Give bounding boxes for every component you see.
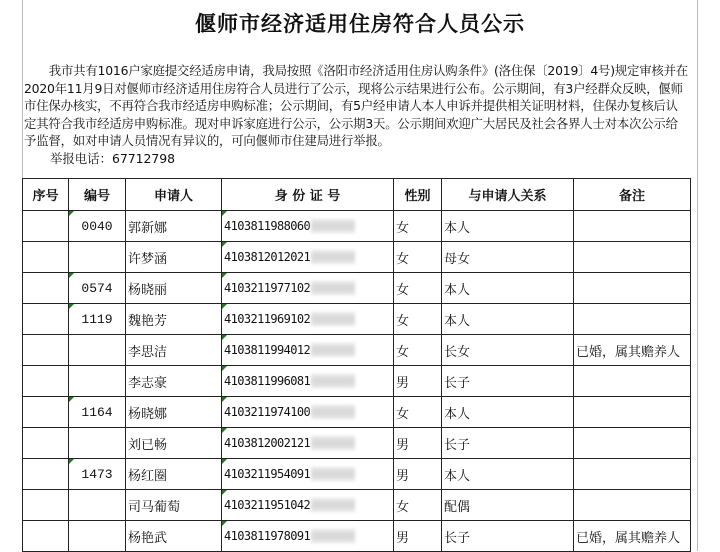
sex-cell-text: 女 (396, 313, 410, 329)
table-row (23, 242, 691, 273)
table-header-row (23, 179, 691, 211)
hotline-text: 举报电话：67712798 (50, 151, 176, 166)
relation-cell (442, 211, 574, 242)
code-cell (69, 459, 126, 490)
table-row (23, 273, 691, 304)
note-cell (574, 459, 691, 490)
applicant-cell-text: 刘已畅 (128, 437, 168, 453)
text-number-marker-icon (222, 335, 227, 340)
sex-cell (394, 366, 442, 397)
code-cell (69, 366, 126, 397)
text-number-marker-icon (222, 242, 227, 247)
page-title: 偃师市经济适用住房符合人员公示 (195, 11, 525, 36)
sex-cell-text: 女 (396, 344, 410, 360)
relation-cell-text: 长子 (444, 437, 471, 453)
code-cell-text: 1119 (81, 311, 113, 327)
applicant-cell (126, 335, 222, 366)
sex-cell-text: 女 (396, 220, 410, 236)
id-number-cell-text: 4103811988060 (224, 218, 311, 233)
table-row (23, 521, 691, 552)
seq-cell (23, 273, 69, 304)
note-cell (574, 304, 691, 335)
note-cell (574, 366, 691, 397)
sex-cell (394, 459, 442, 490)
relation-cell-text: 本人 (444, 282, 471, 298)
code-cell (69, 304, 126, 335)
applicant-cell (126, 304, 222, 335)
redaction-blur (311, 343, 355, 357)
relation-cell (442, 242, 574, 273)
id-number-cell-text: 4103211977102 (224, 280, 311, 295)
id-number-cell-text: 4103211974100 (224, 404, 311, 419)
redaction-blur (311, 467, 355, 481)
table-row (23, 428, 691, 459)
id-number-cell-text: 4103812012021 (224, 249, 311, 264)
id-number-cell (222, 335, 394, 366)
sex-cell-text: 女 (396, 406, 410, 422)
sex-cell (394, 242, 442, 273)
text-number-marker-icon (69, 397, 74, 402)
table-row (23, 397, 691, 428)
seq-cell (23, 335, 69, 366)
id-number-cell (222, 428, 394, 459)
relation-cell (442, 428, 574, 459)
note-cell (574, 428, 691, 459)
note-cell (574, 242, 691, 273)
code-cell (69, 428, 126, 459)
sex-cell-text: 女 (396, 499, 410, 515)
header-relation: 与申请人关系 (442, 179, 574, 211)
code-cell (69, 211, 126, 242)
header-id-number: 身 份 证 号 (222, 179, 394, 211)
sex-cell-text: 男 (396, 437, 410, 453)
id-number-cell (222, 521, 394, 552)
applicant-cell-text: 李思洁 (128, 344, 168, 360)
relation-cell (442, 304, 574, 335)
code-cell (69, 397, 126, 428)
seq-cell (23, 521, 69, 552)
text-number-marker-icon (222, 273, 227, 278)
code-cell-text: 1164 (81, 404, 113, 420)
seq-cell (23, 366, 69, 397)
id-number-cell-text: 4103811978091 (224, 528, 311, 543)
applicant-cell-text: 杨晓娜 (128, 406, 168, 422)
sex-cell (394, 521, 442, 552)
redaction-blur (311, 529, 355, 543)
id-number-cell (222, 273, 394, 304)
text-number-marker-icon (222, 459, 227, 464)
table-row (23, 490, 691, 521)
code-cell (69, 521, 126, 552)
note-cell (574, 211, 691, 242)
id-number-cell (222, 459, 394, 490)
id-number-cell (222, 397, 394, 428)
text-number-marker-icon (222, 211, 227, 216)
applicant-cell-text: 司马葡萄 (128, 499, 181, 515)
applicant-cell (126, 273, 222, 304)
id-number-cell-text: 4103211969102 (224, 311, 311, 326)
relation-cell (442, 490, 574, 521)
note-cell (574, 490, 691, 521)
seq-cell (23, 211, 69, 242)
text-number-marker-icon (222, 366, 227, 371)
seq-cell (23, 459, 69, 490)
seq-cell (23, 490, 69, 521)
applicant-cell-text: 杨晓丽 (128, 282, 168, 298)
id-number-cell (222, 366, 394, 397)
text-number-marker-icon (69, 273, 74, 278)
redaction-blur (311, 405, 355, 419)
applicant-cell (126, 242, 222, 273)
table-row (23, 366, 691, 397)
sex-cell (394, 211, 442, 242)
relation-cell-text: 长子 (444, 530, 471, 546)
seq-cell (23, 242, 69, 273)
id-number-cell (222, 490, 394, 521)
sex-cell (394, 304, 442, 335)
relation-cell-text: 长子 (444, 375, 471, 391)
header-sex: 性别 (394, 179, 442, 211)
note-cell (574, 397, 691, 428)
relation-cell (442, 521, 574, 552)
text-number-marker-icon (222, 304, 227, 309)
id-number-cell-text: 4103211954091 (224, 466, 311, 481)
text-number-marker-icon (222, 490, 227, 495)
relation-cell (442, 366, 574, 397)
sex-cell-text: 男 (396, 375, 410, 391)
sex-cell-text: 男 (396, 468, 410, 484)
note-cell (574, 335, 691, 366)
id-number-cell-text: 4103811996081 (224, 373, 311, 388)
applicant-cell (126, 521, 222, 552)
applicant-cell-text: 杨艳武 (128, 530, 168, 546)
applicant-cell-text: 杨红圈 (128, 468, 168, 484)
table-row (23, 304, 691, 335)
relation-cell-text: 长女 (444, 344, 471, 360)
redaction-blur (311, 498, 355, 512)
sex-cell (394, 335, 442, 366)
header-note: 备注 (574, 179, 691, 211)
relation-cell-text: 本人 (444, 406, 471, 422)
text-number-marker-icon (222, 428, 227, 433)
header-code: 编号 (69, 179, 126, 211)
note-cell-text: 已婚，属其赡养人 (576, 530, 681, 546)
seq-cell (23, 428, 69, 459)
applicant-cell-text: 魏艳芳 (128, 313, 168, 329)
applicant-cell-text: 许梦涵 (128, 251, 168, 267)
code-cell-text: 1473 (81, 466, 113, 482)
id-number-cell (222, 242, 394, 273)
note-cell (574, 521, 691, 552)
id-number-cell-text: 4103211951042 (224, 497, 311, 512)
relation-cell-text: 配偶 (444, 499, 471, 515)
applicant-cell (126, 397, 222, 428)
text-number-marker-icon (222, 521, 227, 526)
sex-cell-text: 女 (396, 282, 410, 298)
relation-cell-text: 本人 (444, 468, 471, 484)
table-row (23, 211, 691, 242)
applicant-cell-text: 李志豪 (128, 375, 168, 391)
seq-cell (23, 397, 69, 428)
code-cell (69, 242, 126, 273)
relation-cell (442, 397, 574, 428)
applicant-cell (126, 211, 222, 242)
applicants-table (22, 178, 691, 552)
code-cell (69, 335, 126, 366)
redaction-blur (311, 436, 355, 450)
applicant-cell (126, 366, 222, 397)
id-number-cell-text: 4103812002121 (224, 435, 311, 450)
applicant-cell-text: 郭新娜 (128, 220, 168, 236)
redaction-blur (311, 281, 355, 295)
relation-cell-text: 本人 (444, 220, 471, 236)
redaction-blur (311, 374, 355, 388)
seq-cell (23, 304, 69, 335)
redaction-blur (311, 250, 355, 264)
text-number-marker-icon (69, 211, 74, 216)
relation-cell (442, 335, 574, 366)
id-number-cell-text: 4103811994012 (224, 342, 311, 357)
sex-cell-text: 女 (396, 251, 410, 267)
applicant-cell (126, 490, 222, 521)
sex-cell (394, 428, 442, 459)
sex-cell (394, 397, 442, 428)
note-cell (574, 273, 691, 304)
applicant-cell (126, 428, 222, 459)
id-number-cell (222, 304, 394, 335)
relation-cell-text: 本人 (444, 313, 471, 329)
id-number-cell (222, 211, 394, 242)
text-number-marker-icon (222, 397, 227, 402)
relation-cell (442, 273, 574, 304)
sex-cell (394, 490, 442, 521)
code-cell (69, 273, 126, 304)
table-row (23, 335, 691, 366)
code-cell-text: 0040 (81, 218, 113, 234)
note-cell-text: 已婚，属其赡养人 (576, 344, 681, 360)
header-seq: 序号 (23, 179, 69, 211)
intro-paragraph: 我市共有1016户家庭提交经适房申请，我局按照《洛阳市经济适用住房认购条件》(洛住保〔2019〕4号)规定审核并在2020年11月9日对偃师市经济适用住房符合人员进行了公示，现将公示结果进行公布。公示期间，有3户经群众反映，偃师市住保办核实，不再符合我市经适房申购标准；公示期间，有5户经申请人本人申诉并提供相关证明材料，住保办复核后认定其符合我市经适房申购标准。现对申诉家庭进行公示，公示期3天。公示期间欢迎广大居民及社会各界人士对本次公示给予监督，如对申请人员情况有异议的，可向偃师市住建局进行举报。 (24, 63, 688, 149)
header-applicant: 申请人 (126, 179, 222, 211)
code-cell-text: 0574 (81, 280, 113, 296)
redaction-blur (311, 219, 355, 233)
code-cell (69, 490, 126, 521)
applicant-cell (126, 459, 222, 490)
table-row (23, 459, 691, 490)
relation-cell-text: 母女 (444, 251, 471, 267)
redaction-blur (311, 312, 355, 326)
text-number-marker-icon (69, 304, 74, 309)
sex-cell (394, 273, 442, 304)
sex-cell-text: 男 (396, 530, 410, 546)
relation-cell (442, 459, 574, 490)
text-number-marker-icon (69, 459, 74, 464)
